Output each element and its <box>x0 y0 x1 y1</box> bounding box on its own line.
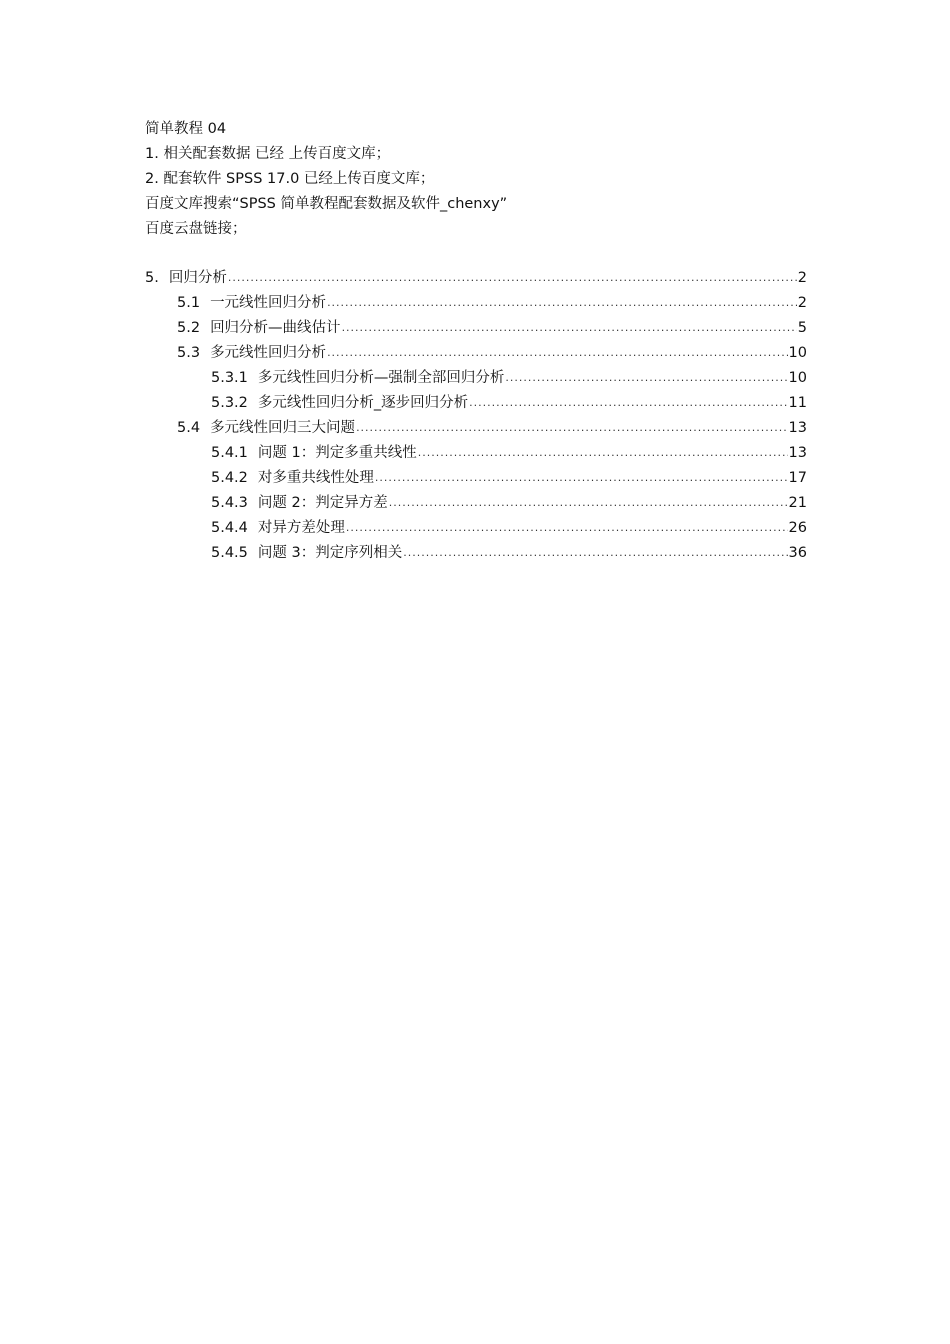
toc-dot-leader <box>342 315 797 340</box>
toc-entry-5-3-1[interactable] <box>145 366 807 391</box>
toc-page-number: 2 <box>797 270 807 286</box>
toc-entry-5-1[interactable] <box>145 291 807 316</box>
toc-entry-5-4-4[interactable] <box>145 516 807 541</box>
toc-dot-leader <box>375 465 788 490</box>
toc-title: 多元线性回归三大问题 <box>210 420 356 436</box>
toc-title: 问题 1：判定多重共线性 <box>257 445 417 461</box>
toc-number: 5.4.1 <box>211 445 248 461</box>
toc-page-number: 21 <box>788 495 807 511</box>
toc-title: 对多重共线性处理 <box>257 470 374 486</box>
toc-entry-5-2[interactable] <box>145 316 807 341</box>
toc-dot-leader <box>228 265 797 290</box>
toc-page-number: 2 <box>797 295 807 311</box>
toc-dot-leader <box>356 415 787 440</box>
toc-number: 5.4.3 <box>211 495 248 511</box>
toc-page-number: 36 <box>788 545 807 561</box>
toc-number: 5.3.2 <box>211 395 248 411</box>
toc-title: 回归分析 <box>168 270 227 286</box>
toc-number: 5.4.2 <box>211 470 248 486</box>
toc-page-number: 13 <box>788 420 807 436</box>
intro-note-software: 2. 配套软件 SPSS 17.0 已经上传百度文库； <box>145 171 435 187</box>
toc-dot-leader <box>418 440 788 465</box>
toc-dot-leader <box>505 365 787 390</box>
intro-note-cloud-link: 百度云盘链接； <box>145 221 247 237</box>
intro-block <box>145 117 825 242</box>
toc-title: 一元线性回归分析 <box>210 295 327 311</box>
toc-page-number: 26 <box>788 520 807 536</box>
toc-title: 问题 3：判定序列相关 <box>257 545 403 561</box>
toc-entry-5-3[interactable] <box>145 341 807 366</box>
toc-entry-5-3-2[interactable] <box>145 391 807 416</box>
toc-dot-leader <box>346 515 788 540</box>
toc-title: 多元线性回归分析 <box>210 345 327 361</box>
toc-title: 多元线性回归分析_逐步回归分析 <box>257 395 469 411</box>
toc-number: 5.4.4 <box>211 520 248 536</box>
toc-page-number: 13 <box>788 445 807 461</box>
toc-title: 多元线性回归分析—强制全部回归分析 <box>257 370 505 386</box>
toc-page-number: 5 <box>797 320 807 336</box>
table-of-contents <box>145 266 807 566</box>
toc-entry-5-4-2[interactable] <box>145 466 807 491</box>
toc-page-number: 10 <box>788 345 807 361</box>
toc-number: 5. <box>145 270 159 286</box>
toc-page-number: 10 <box>788 370 807 386</box>
toc-dot-leader <box>403 540 787 565</box>
toc-dot-leader <box>327 340 787 365</box>
toc-number: 5.1 <box>177 295 201 311</box>
toc-entry-5-4-1[interactable] <box>145 441 807 466</box>
toc-number: 5.4.5 <box>211 545 248 561</box>
toc-entry-5-4-3[interactable] <box>145 491 807 516</box>
toc-number: 5.2 <box>177 320 201 336</box>
toc-entry-5-4-5[interactable] <box>145 541 807 566</box>
toc-title: 回归分析—曲线估计 <box>210 320 341 336</box>
toc-page-number: 11 <box>788 395 807 411</box>
toc-title: 问题 2：判定异方差 <box>257 495 388 511</box>
toc-number: 5.3 <box>177 345 201 361</box>
intro-note-data: 1. 相关配套数据 已经 上传百度文库； <box>145 146 391 162</box>
toc-title: 对异方差处理 <box>257 520 345 536</box>
toc-entry-5[interactable] <box>145 266 807 291</box>
toc-dot-leader <box>389 490 788 515</box>
document-title: 简单教程 04 <box>145 121 227 137</box>
toc-number: 5.4 <box>177 420 201 436</box>
toc-entry-5-4[interactable] <box>145 416 807 441</box>
toc-dot-leader <box>469 390 787 415</box>
intro-note-search: 百度文库搜索“SPSS 简单教程配套数据及软件_chenxy” <box>145 196 508 212</box>
toc-dot-leader <box>327 290 797 315</box>
toc-number: 5.3.1 <box>211 370 248 386</box>
toc-page-number: 17 <box>788 470 807 486</box>
